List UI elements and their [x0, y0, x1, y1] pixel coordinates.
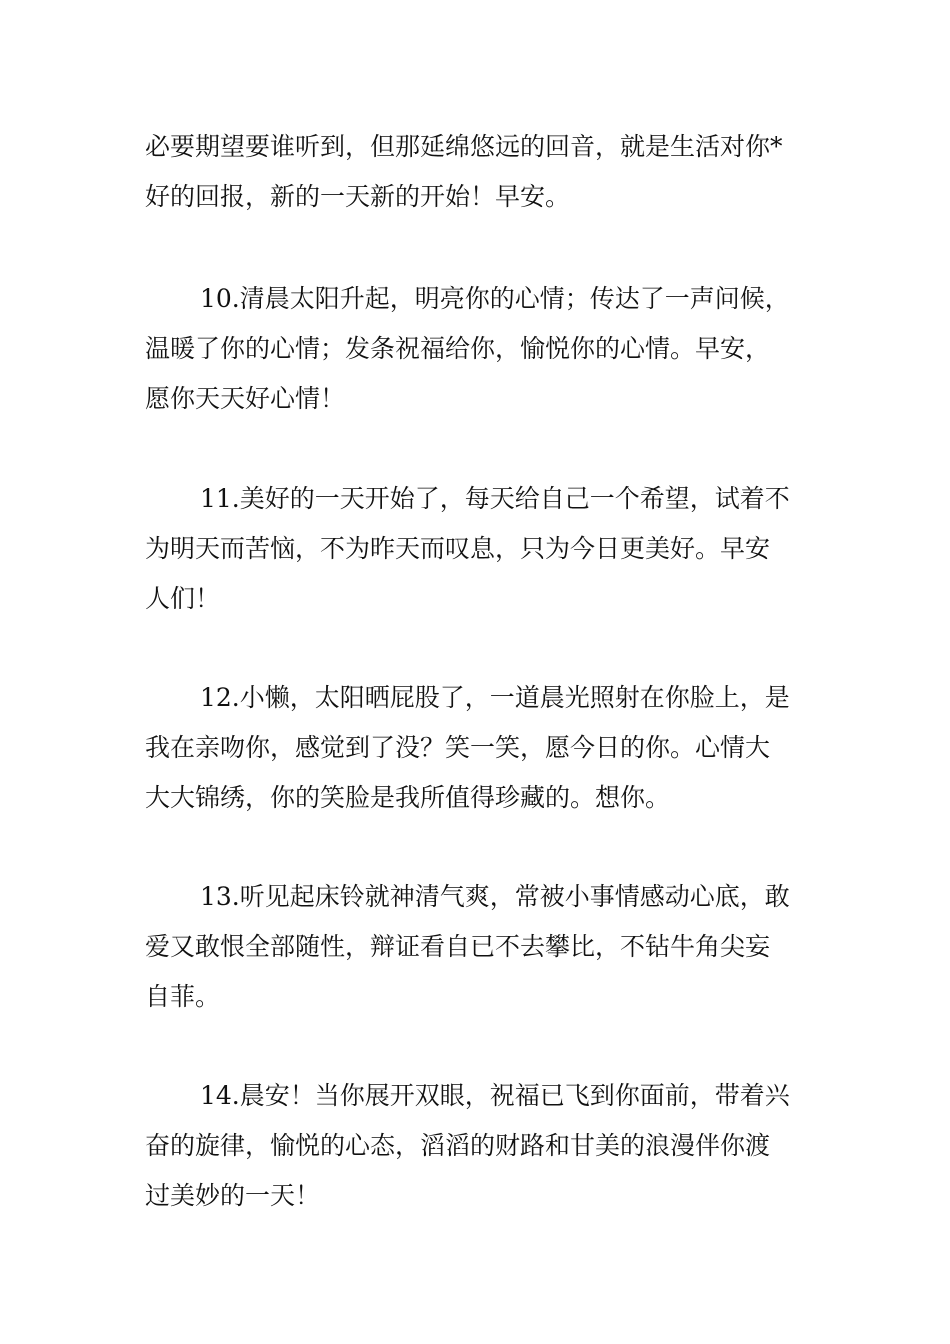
- paragraph-item-11: [145, 474, 813, 624]
- text-line: 大大锦绣，你的笑脸是我所值得珍藏的。想你。: [145, 783, 671, 812]
- text-line: 我在亲吻你，感觉到了没？笑一笑，愿今日的你。心情大: [145, 733, 771, 762]
- text-line: 必要期望要谁听到，但那延绵悠远的回音，就是生活对你*: [145, 132, 783, 161]
- paragraph-continuation: [145, 122, 813, 222]
- text-line: 12.小懒，太阳晒屁股了，一道晨光照射在你脸上，是: [200, 683, 790, 712]
- text-line: 爱又敢恨全部随性，辩证看自已不去攀比，不钻牛角尖妄: [145, 932, 771, 961]
- text-line: 自菲。: [145, 982, 221, 1011]
- text-line: 温暖了你的心情；发条祝福给你，愉悦你的心情。早安，: [145, 334, 771, 363]
- text-line: 愿你天天好心情！: [145, 384, 346, 413]
- text-line: 奋的旋律，愉悦的心态，滔滔的财路和甘美的浪漫伴你渡: [145, 1131, 771, 1160]
- text-line: 13.听见起床铃就神清气爽，常被小事情感动心底，敢: [200, 882, 790, 911]
- paragraph-item-13: [145, 872, 813, 1022]
- text-line: 好的回报，新的一天新的开始！早安。: [145, 182, 571, 211]
- paragraph-item-14: [145, 1071, 813, 1221]
- text-line: 11.美好的一天开始了，每天给自己一个希望，试着不: [200, 484, 790, 513]
- text-line: 过美妙的一天！: [145, 1181, 321, 1210]
- text-line: 10.清晨太阳升起，明亮你的心情；传达了一声问候，: [200, 284, 790, 313]
- paragraph-item-12: [145, 673, 813, 823]
- text-line: 为明天而苦恼，不为昨天而叹息，只为今日更美好。早安: [145, 534, 771, 563]
- paragraph-item-10: [145, 274, 813, 424]
- text-line: 14.晨安！当你展开双眼，祝福已飞到你面前，带着兴: [200, 1081, 790, 1110]
- text-line: 人们！: [145, 584, 221, 613]
